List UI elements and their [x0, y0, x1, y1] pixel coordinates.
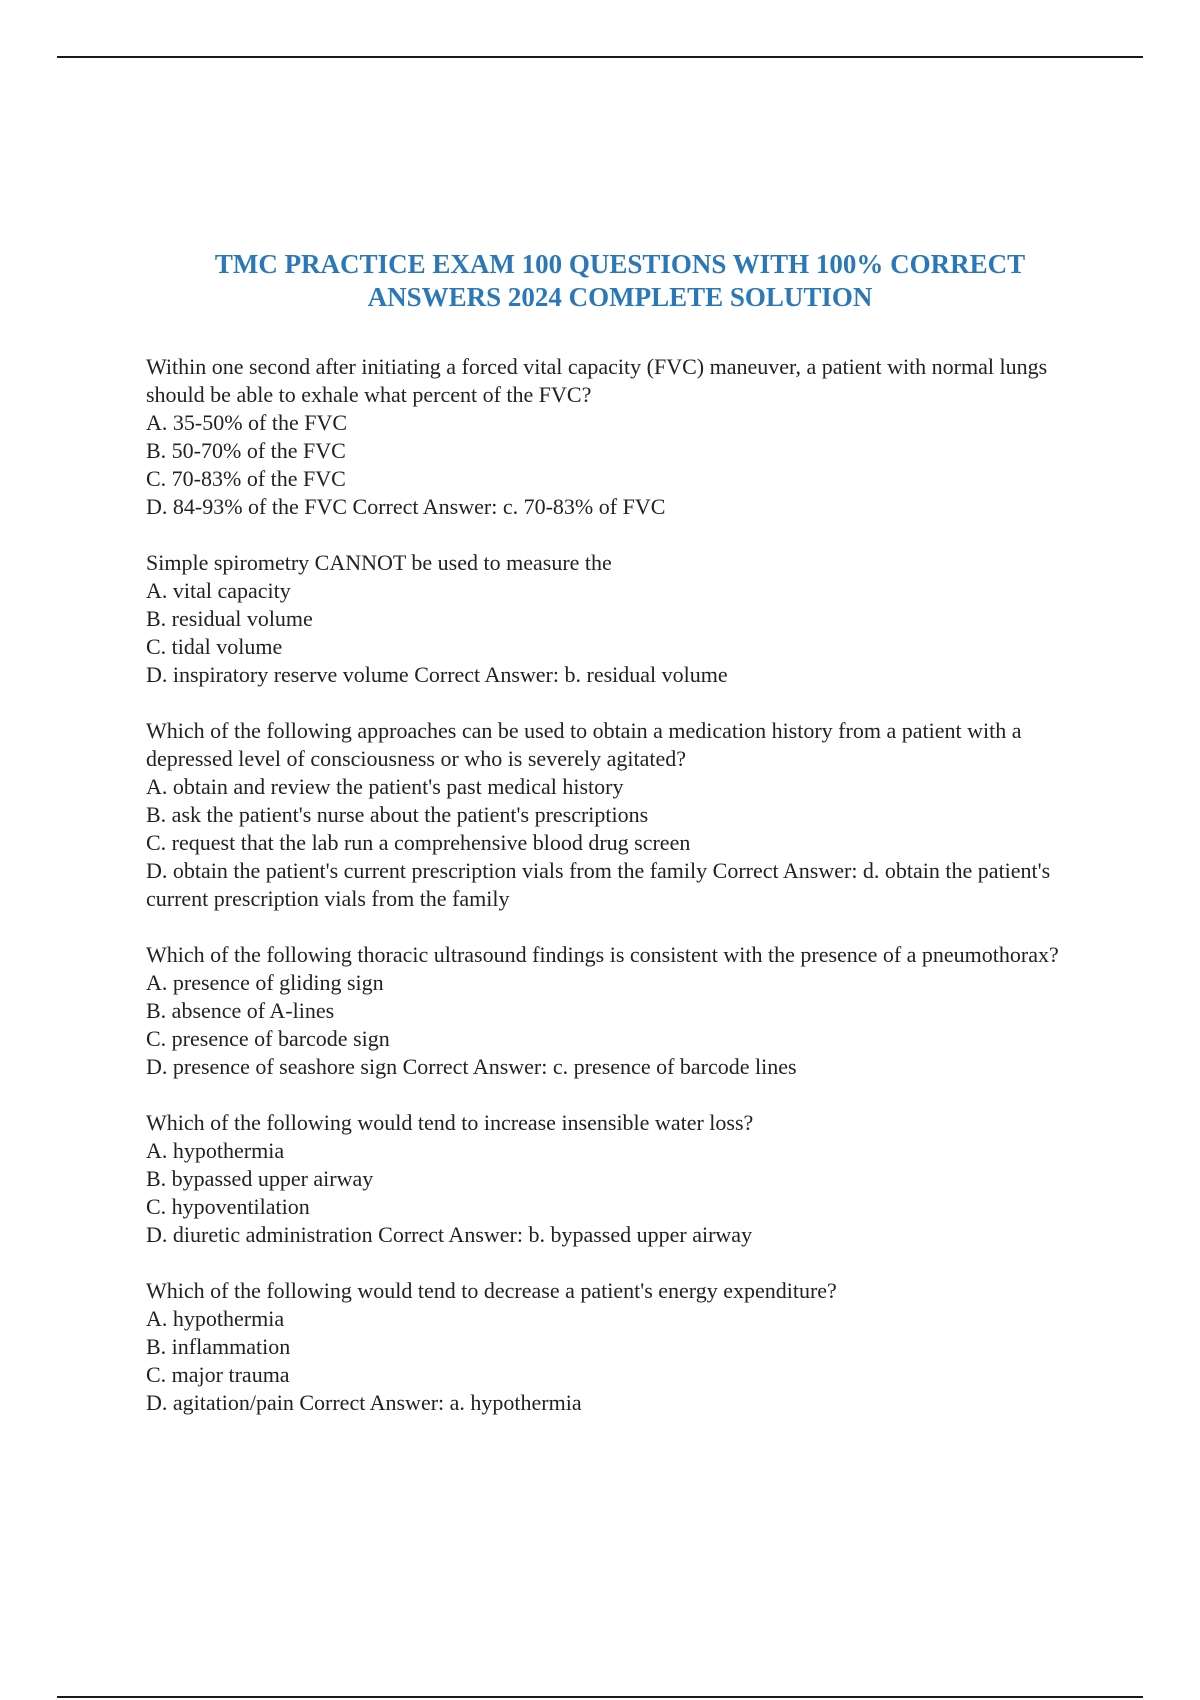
- option-c: C. presence of barcode sign: [146, 1026, 390, 1051]
- option-c: C. request that the lab run a comprehensive blood drug screen: [146, 830, 691, 855]
- question-stem: Which of the following would tend to increase insensible water loss?: [146, 1110, 754, 1135]
- document-title: [100, 248, 1140, 314]
- option-a: A. 35-50% of the FVC: [146, 410, 348, 435]
- question-3: [146, 717, 1106, 913]
- document-title-line-1: TMC PRACTICE EXAM 100 QUESTIONS WITH 100% CORRECT: [214, 249, 1026, 279]
- question-stem: Simple spirometry CANNOT be used to measure the: [146, 550, 612, 575]
- option-b: B. ask the patient's nurse about the patient's prescriptions: [146, 802, 649, 827]
- option-b: B. inflammation: [146, 1334, 291, 1359]
- option-b: B. bypassed upper airway: [146, 1166, 374, 1191]
- question-4: [146, 941, 1106, 1081]
- option-c: C. hypoventilation: [146, 1194, 310, 1219]
- question-stem: Which of the following would tend to decrease a patient's energy expenditure?: [146, 1278, 837, 1303]
- option-a: A. hypothermia: [146, 1306, 285, 1331]
- question-2: [146, 549, 1106, 689]
- document-title-line-2: ANSWERS 2024 COMPLETE SOLUTION: [367, 282, 873, 312]
- bottom-rule: [57, 1696, 1143, 1698]
- option-a: A. vital capacity: [146, 578, 291, 603]
- option-d-with-answer: D. diuretic administration Correct Answer: b. bypassed upper airway: [146, 1222, 753, 1247]
- option-d-with-answer: D. inspiratory reserve volume Correct Answer: b. residual volume: [146, 662, 728, 687]
- top-rule: [57, 56, 1143, 58]
- option-c: C. major trauma: [146, 1362, 290, 1387]
- option-d-with-answer: D. presence of seashore sign Correct Answer: c. presence of barcode lines: [146, 1054, 797, 1079]
- option-d-with-answer: D. obtain the patient's current prescription vials from the family Correct Answer: d. obtain the patient's current prescription vials from the family: [146, 858, 1051, 911]
- question-5: [146, 1109, 1106, 1249]
- option-b: B. absence of A-lines: [146, 998, 335, 1023]
- option-c: C. tidal volume: [146, 634, 283, 659]
- question-list: [146, 353, 1106, 1445]
- question-stem: Within one second after initiating a forced vital capacity (FVC) maneuver, a patient with normal lungs should be able to exhale what percent of the FVC?: [146, 354, 1048, 407]
- question-1: [146, 353, 1106, 521]
- option-a: A. presence of gliding sign: [146, 970, 384, 995]
- option-a: A. obtain and review the patient's past medical history: [146, 774, 624, 799]
- option-c: C. 70-83% of the FVC: [146, 466, 346, 491]
- option-b: B. 50-70% of the FVC: [146, 438, 346, 463]
- option-b: B. residual volume: [146, 606, 313, 631]
- question-6: [146, 1277, 1106, 1417]
- option-d-with-answer: D. 84-93% of the FVC Correct Answer: c. 70-83% of FVC: [146, 494, 666, 519]
- option-d-with-answer: D. agitation/pain Correct Answer: a. hypothermia: [146, 1390, 582, 1415]
- question-stem: Which of the following thoracic ultrasound findings is consistent with the presence of a pneumothorax?: [146, 942, 1059, 967]
- question-stem: Which of the following approaches can be used to obtain a medication history from a patient with a depressed level of consciousness or who is severely agitated?: [146, 718, 1022, 771]
- option-a: A. hypothermia: [146, 1138, 285, 1163]
